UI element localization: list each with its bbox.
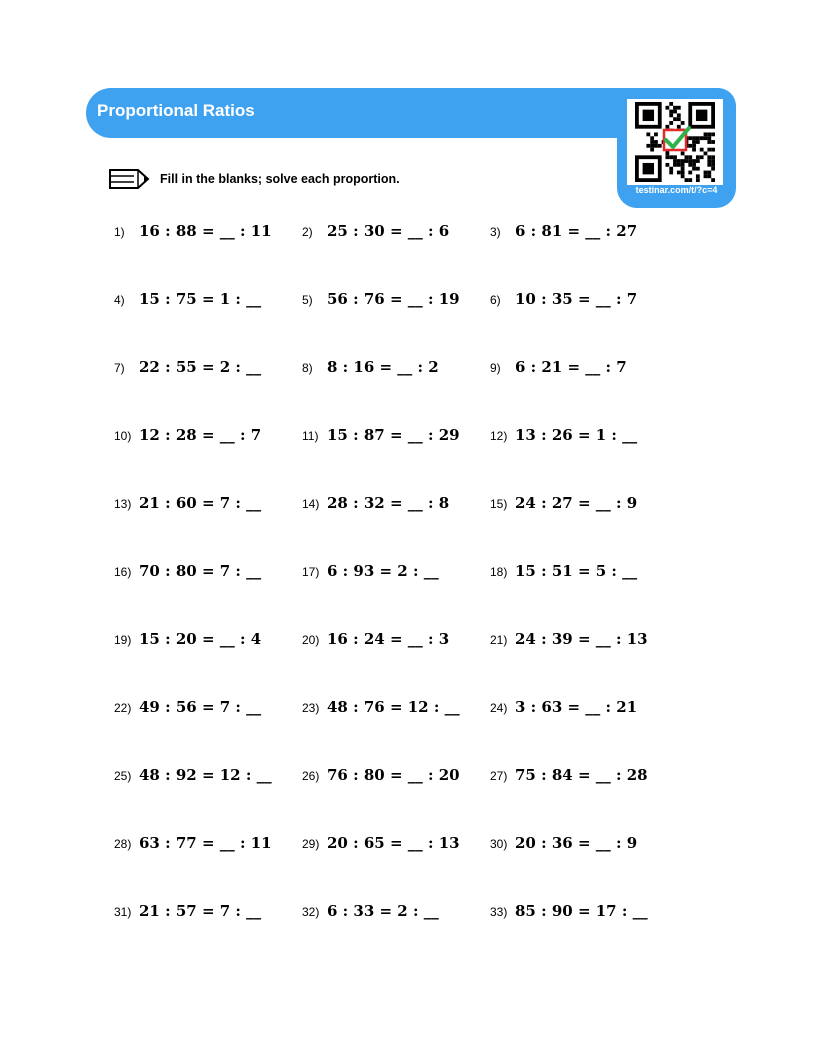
problem-number: 20) bbox=[302, 633, 320, 647]
problem-number: 17) bbox=[302, 565, 320, 579]
problem-number: 14) bbox=[302, 497, 320, 511]
problem-number: 5) bbox=[302, 293, 313, 307]
problem-number: 12) bbox=[490, 429, 508, 443]
problem-expression: 6 : 93 = 2 : __ bbox=[327, 562, 439, 580]
problem-item bbox=[114, 290, 261, 308]
problem-item bbox=[114, 902, 261, 920]
problem-expression: 15 : 87 = __ : 29 bbox=[327, 426, 460, 444]
problem-expression: 6 : 21 = __ : 7 bbox=[515, 358, 627, 376]
problem-number: 28) bbox=[114, 837, 132, 851]
problem-expression: 13 : 26 = 1 : __ bbox=[515, 426, 638, 444]
problem-number: 18) bbox=[490, 565, 508, 579]
problem-expression: 25 : 30 = __ : 6 bbox=[327, 222, 450, 240]
problem-expression: 75 : 84 = __ : 28 bbox=[515, 766, 648, 784]
problem-expression: 16 : 88 = __ : 11 bbox=[139, 222, 272, 240]
problem-number: 29) bbox=[302, 837, 320, 851]
problem-expression: 28 : 32 = __ : 8 bbox=[327, 494, 450, 512]
problem-number: 30) bbox=[490, 837, 508, 851]
problem-expression: 20 : 65 = __ : 13 bbox=[327, 834, 460, 852]
problem-item bbox=[114, 834, 272, 852]
problem-number: 27) bbox=[490, 769, 508, 783]
problem-number: 6) bbox=[490, 293, 501, 307]
problem-number: 3) bbox=[490, 225, 501, 239]
problem-number: 25) bbox=[114, 769, 132, 783]
problem-item bbox=[302, 698, 460, 716]
problem-number: 22) bbox=[114, 701, 132, 715]
problem-item bbox=[490, 562, 637, 580]
problem-number: 26) bbox=[302, 769, 320, 783]
problem-number: 21) bbox=[490, 633, 508, 647]
problem-expression: 8 : 16 = __ : 2 bbox=[327, 358, 439, 376]
problem-item bbox=[490, 834, 637, 852]
problem-number: 9) bbox=[490, 361, 501, 375]
problem-expression: 10 : 35 = __ : 7 bbox=[515, 290, 638, 308]
problem-number: 1) bbox=[114, 225, 125, 239]
problem-number: 15) bbox=[490, 497, 508, 511]
problem-item bbox=[114, 630, 261, 648]
problem-item bbox=[490, 290, 637, 308]
qr-code-frame bbox=[627, 99, 723, 185]
problem-item bbox=[114, 358, 261, 376]
problem-expression: 3 : 63 = __ : 21 bbox=[515, 698, 638, 716]
check-icon bbox=[664, 128, 689, 150]
problem-item bbox=[114, 222, 272, 240]
problem-expression: 85 : 90 = 17 : __ bbox=[515, 902, 648, 920]
problem-number: 2) bbox=[302, 225, 313, 239]
problem-item bbox=[302, 562, 439, 580]
problem-expression: 6 : 81 = __ : 27 bbox=[515, 222, 638, 240]
problem-number: 19) bbox=[114, 633, 132, 647]
problem-item bbox=[302, 222, 449, 240]
problem-number: 33) bbox=[490, 905, 508, 919]
problem-expression: 63 : 77 = __ : 11 bbox=[139, 834, 272, 852]
problem-number: 10) bbox=[114, 429, 132, 443]
problem-item bbox=[490, 426, 637, 444]
problem-expression: 48 : 92 = 12 : __ bbox=[139, 766, 272, 784]
problem-item bbox=[490, 698, 637, 716]
qr-code-icon bbox=[633, 102, 717, 182]
problem-item bbox=[490, 630, 648, 648]
problem-expression: 24 : 39 = __ : 13 bbox=[515, 630, 648, 648]
pencil-icon bbox=[108, 168, 150, 190]
problem-expression: 16 : 24 = __ : 3 bbox=[327, 630, 450, 648]
problem-number: 4) bbox=[114, 293, 125, 307]
page-title: Proportional Ratios bbox=[97, 101, 255, 120]
problem-item bbox=[114, 698, 261, 716]
problem-item bbox=[302, 494, 449, 512]
problem-expression: 24 : 27 = __ : 9 bbox=[515, 494, 638, 512]
problem-number: 13) bbox=[114, 497, 132, 511]
problem-expression: 12 : 28 = __ : 7 bbox=[139, 426, 262, 444]
problem-expression: 22 : 55 = 2 : __ bbox=[139, 358, 262, 376]
problem-number: 8) bbox=[302, 361, 313, 375]
instructions bbox=[108, 168, 400, 190]
problem-item bbox=[490, 494, 637, 512]
problem-number: 23) bbox=[302, 701, 320, 715]
problem-number: 24) bbox=[490, 701, 508, 715]
problem-number: 31) bbox=[114, 905, 132, 919]
problem-item bbox=[490, 902, 648, 920]
problem-item bbox=[302, 630, 449, 648]
problem-expression: 20 : 36 = __ : 9 bbox=[515, 834, 638, 852]
problem-item bbox=[114, 494, 261, 512]
problem-item bbox=[302, 834, 460, 852]
problem-item bbox=[114, 426, 261, 444]
problem-number: 32) bbox=[302, 905, 320, 919]
problem-item bbox=[302, 358, 439, 376]
problem-expression: 21 : 57 = 7 : __ bbox=[139, 902, 262, 920]
problem-item bbox=[302, 902, 439, 920]
problem-expression: 70 : 80 = 7 : __ bbox=[139, 562, 262, 580]
problem-expression: 49 : 56 = 7 : __ bbox=[139, 698, 262, 716]
problem-item bbox=[490, 222, 637, 240]
problem-expression: 48 : 76 = 12 : __ bbox=[327, 698, 460, 716]
problem-number: 16) bbox=[114, 565, 132, 579]
problem-item bbox=[302, 426, 460, 444]
problem-item bbox=[302, 766, 460, 784]
problem-expression: 6 : 33 = 2 : __ bbox=[327, 902, 439, 920]
instructions-text: Fill in the blanks; solve each proportion. bbox=[160, 172, 400, 186]
problem-item bbox=[302, 290, 460, 308]
problem-expression: 15 : 75 = 1 : __ bbox=[139, 290, 262, 308]
problem-item bbox=[490, 766, 648, 784]
problem-number: 11) bbox=[302, 429, 319, 443]
problem-expression: 56 : 76 = __ : 19 bbox=[327, 290, 460, 308]
problem-number: 7) bbox=[114, 361, 125, 375]
problem-expression: 15 : 20 = __ : 4 bbox=[139, 630, 262, 648]
qr-panel bbox=[617, 88, 736, 208]
problem-expression: 76 : 80 = __ : 20 bbox=[327, 766, 460, 784]
qr-url: testinar.com/t/?c=4 bbox=[635, 185, 718, 195]
problem-item bbox=[114, 562, 261, 580]
problem-item bbox=[490, 358, 627, 376]
problem-item bbox=[114, 766, 272, 784]
problem-expression: 21 : 60 = 7 : __ bbox=[139, 494, 262, 512]
problem-expression: 15 : 51 = 5 : __ bbox=[515, 562, 638, 580]
